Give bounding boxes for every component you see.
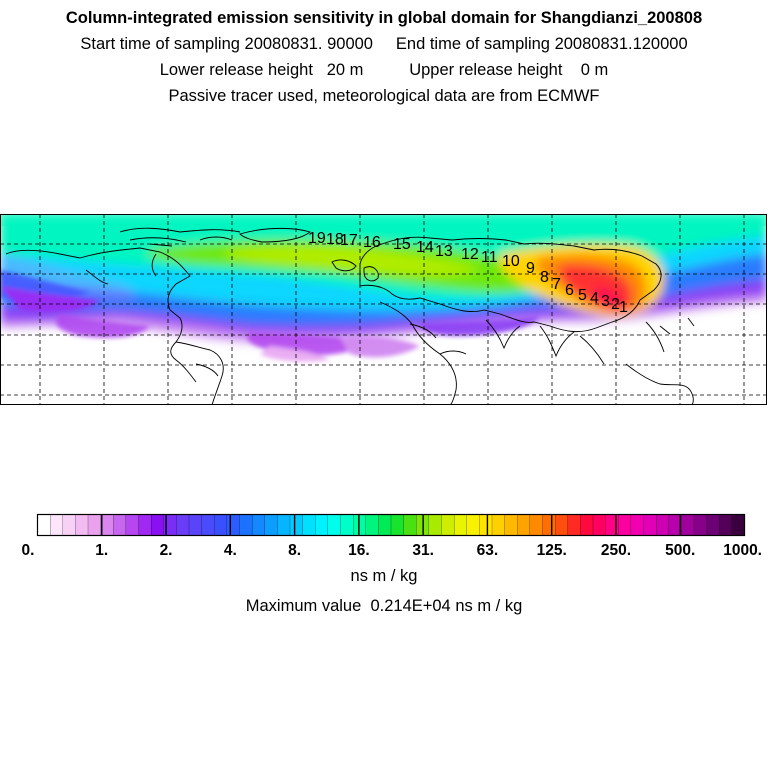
colorbar-cell [568, 515, 581, 536]
colorbar-cell [303, 515, 316, 536]
colorbar-cell [315, 515, 328, 536]
colorbar-cell [505, 515, 518, 536]
release-heights [0, 60, 768, 80]
colorbar-cell [202, 515, 215, 536]
colorbar-cell [618, 515, 631, 536]
colorbar-cell [442, 515, 455, 536]
trajectory-label: 15 [393, 236, 411, 253]
colorbar-cell [719, 515, 732, 536]
plot-title: Column-integrated emission sensitivity in global domain for Shangdianzi_200808 [65, 9, 703, 27]
colorbar-cell [277, 515, 290, 536]
colorbar-cell [290, 515, 303, 536]
trajectory-label: 12 [461, 246, 479, 263]
colorbar-cell [378, 515, 391, 536]
trajectory-label: 9 [526, 260, 535, 277]
colorbar-cell [707, 515, 720, 536]
colorbar-cell [176, 515, 189, 536]
colorbar-cell [479, 515, 492, 536]
colorbar-cell [328, 515, 341, 536]
colorbar-cell [50, 515, 63, 536]
maximum-value [0, 596, 768, 616]
lower-release-label: Lower release height [159, 61, 313, 79]
colorbar-cell [656, 515, 669, 536]
colorbar-cell [151, 515, 164, 536]
colorbar-cell [240, 515, 253, 536]
colorbar-cell [467, 515, 480, 536]
colorbar-cell [517, 515, 530, 536]
colorbar-cell [681, 515, 694, 536]
colorbar-cell [214, 515, 227, 536]
colorbar-cell [113, 515, 126, 536]
trajectory-label: 1 [619, 299, 628, 316]
colorbar-cell [88, 515, 101, 536]
start-time-value: 20080831. 90000 [244, 35, 373, 53]
colorbar-tick-label: 2. [159, 542, 173, 559]
colorbar-tick-label: 0. [21, 542, 35, 559]
trajectory-label: 3 [601, 293, 610, 310]
colorbar-tick-label: 1. [95, 542, 109, 559]
colorbar [0, 512, 768, 560]
colorbar-tick-label: 250. [600, 542, 632, 559]
trajectory-label: 10 [502, 253, 520, 270]
colorbar-cell [341, 515, 354, 536]
sampling-times [0, 34, 768, 54]
lower-release-value: 20 m [326, 61, 364, 79]
colorbar-tick-label: 125. [536, 542, 567, 559]
colorbar-cell [543, 515, 556, 536]
colorbar-cell [732, 515, 745, 536]
colorbar-cell [38, 515, 51, 536]
colorbar-cell [189, 515, 202, 536]
trajectory-label: 18 [326, 231, 344, 248]
emission-sensitivity-map [0, 214, 767, 405]
colorbar-cell [139, 515, 152, 536]
trajectory-label: 5 [578, 287, 587, 304]
colorbar-cell [694, 515, 707, 536]
maximum-value-number: 0.214E+04 ns m / kg [370, 597, 523, 615]
colorbar-cell [404, 515, 417, 536]
trajectory-label: 4 [590, 290, 599, 307]
colorbar-tick-label: 4. [223, 542, 237, 559]
colorbar-tick-label: 16. [348, 542, 370, 559]
colorbar-tick-label: 31. [412, 542, 434, 559]
trajectory-label: 7 [552, 276, 561, 293]
colorbar-tick-label: 1000. [723, 542, 762, 559]
start-time-label: Start time of sampling [80, 35, 240, 53]
upper-release-label: Upper release height [409, 61, 563, 79]
colorbar-cell [353, 515, 366, 536]
trajectory-label: 16 [363, 234, 381, 251]
colorbar-cell [227, 515, 240, 536]
trajectory-label: 2 [611, 296, 620, 313]
colorbar-tick-label: 500. [665, 542, 696, 559]
tracer-note: Passive tracer used, meteorological data are from ECMWF [168, 87, 600, 105]
colorbar-cell [606, 515, 619, 536]
trajectory-label: 14 [416, 239, 434, 256]
colorbar-cell [492, 515, 505, 536]
colorbar-cell [644, 515, 657, 536]
maximum-value-label: Maximum value [245, 597, 362, 615]
upper-release-value: 0 m [580, 61, 609, 79]
colorbar-cell [391, 515, 404, 536]
end-time-label: End time of sampling [395, 35, 550, 53]
colorbar-tick-label: 63. [476, 542, 499, 559]
trajectory-label: 17 [340, 232, 358, 249]
colorbar-tick-labels [22, 542, 762, 559]
colorbar-cell [366, 515, 379, 536]
colorbar-cell [454, 515, 467, 536]
end-time-value: 20080831.120000 [554, 35, 688, 53]
colorbar-cell [593, 515, 606, 536]
trajectory-label: 13 [435, 243, 453, 260]
trajectory-label: 11 [481, 249, 498, 266]
colorbar-cell [429, 515, 442, 536]
trajectory-label: 8 [540, 269, 549, 286]
colorbar-cell [265, 515, 278, 536]
colorbar-cell [101, 515, 114, 536]
colorbar-cell [63, 515, 76, 536]
colorbar-cell [75, 515, 88, 536]
colorbar-cell [530, 515, 543, 536]
colorbar-cell [555, 515, 568, 536]
colorbar-units: ns m / kg [350, 567, 418, 585]
colorbar-cell [126, 515, 139, 536]
trajectory-label: 19 [308, 230, 326, 247]
colorbar-cell [580, 515, 593, 536]
sensitivity-field [0, 214, 767, 405]
colorbar-tick-label: 8. [288, 542, 302, 559]
colorbar-cell [252, 515, 265, 536]
trajectory-label: 6 [565, 282, 574, 299]
colorbar-cells [38, 515, 745, 536]
colorbar-cell [631, 515, 644, 536]
